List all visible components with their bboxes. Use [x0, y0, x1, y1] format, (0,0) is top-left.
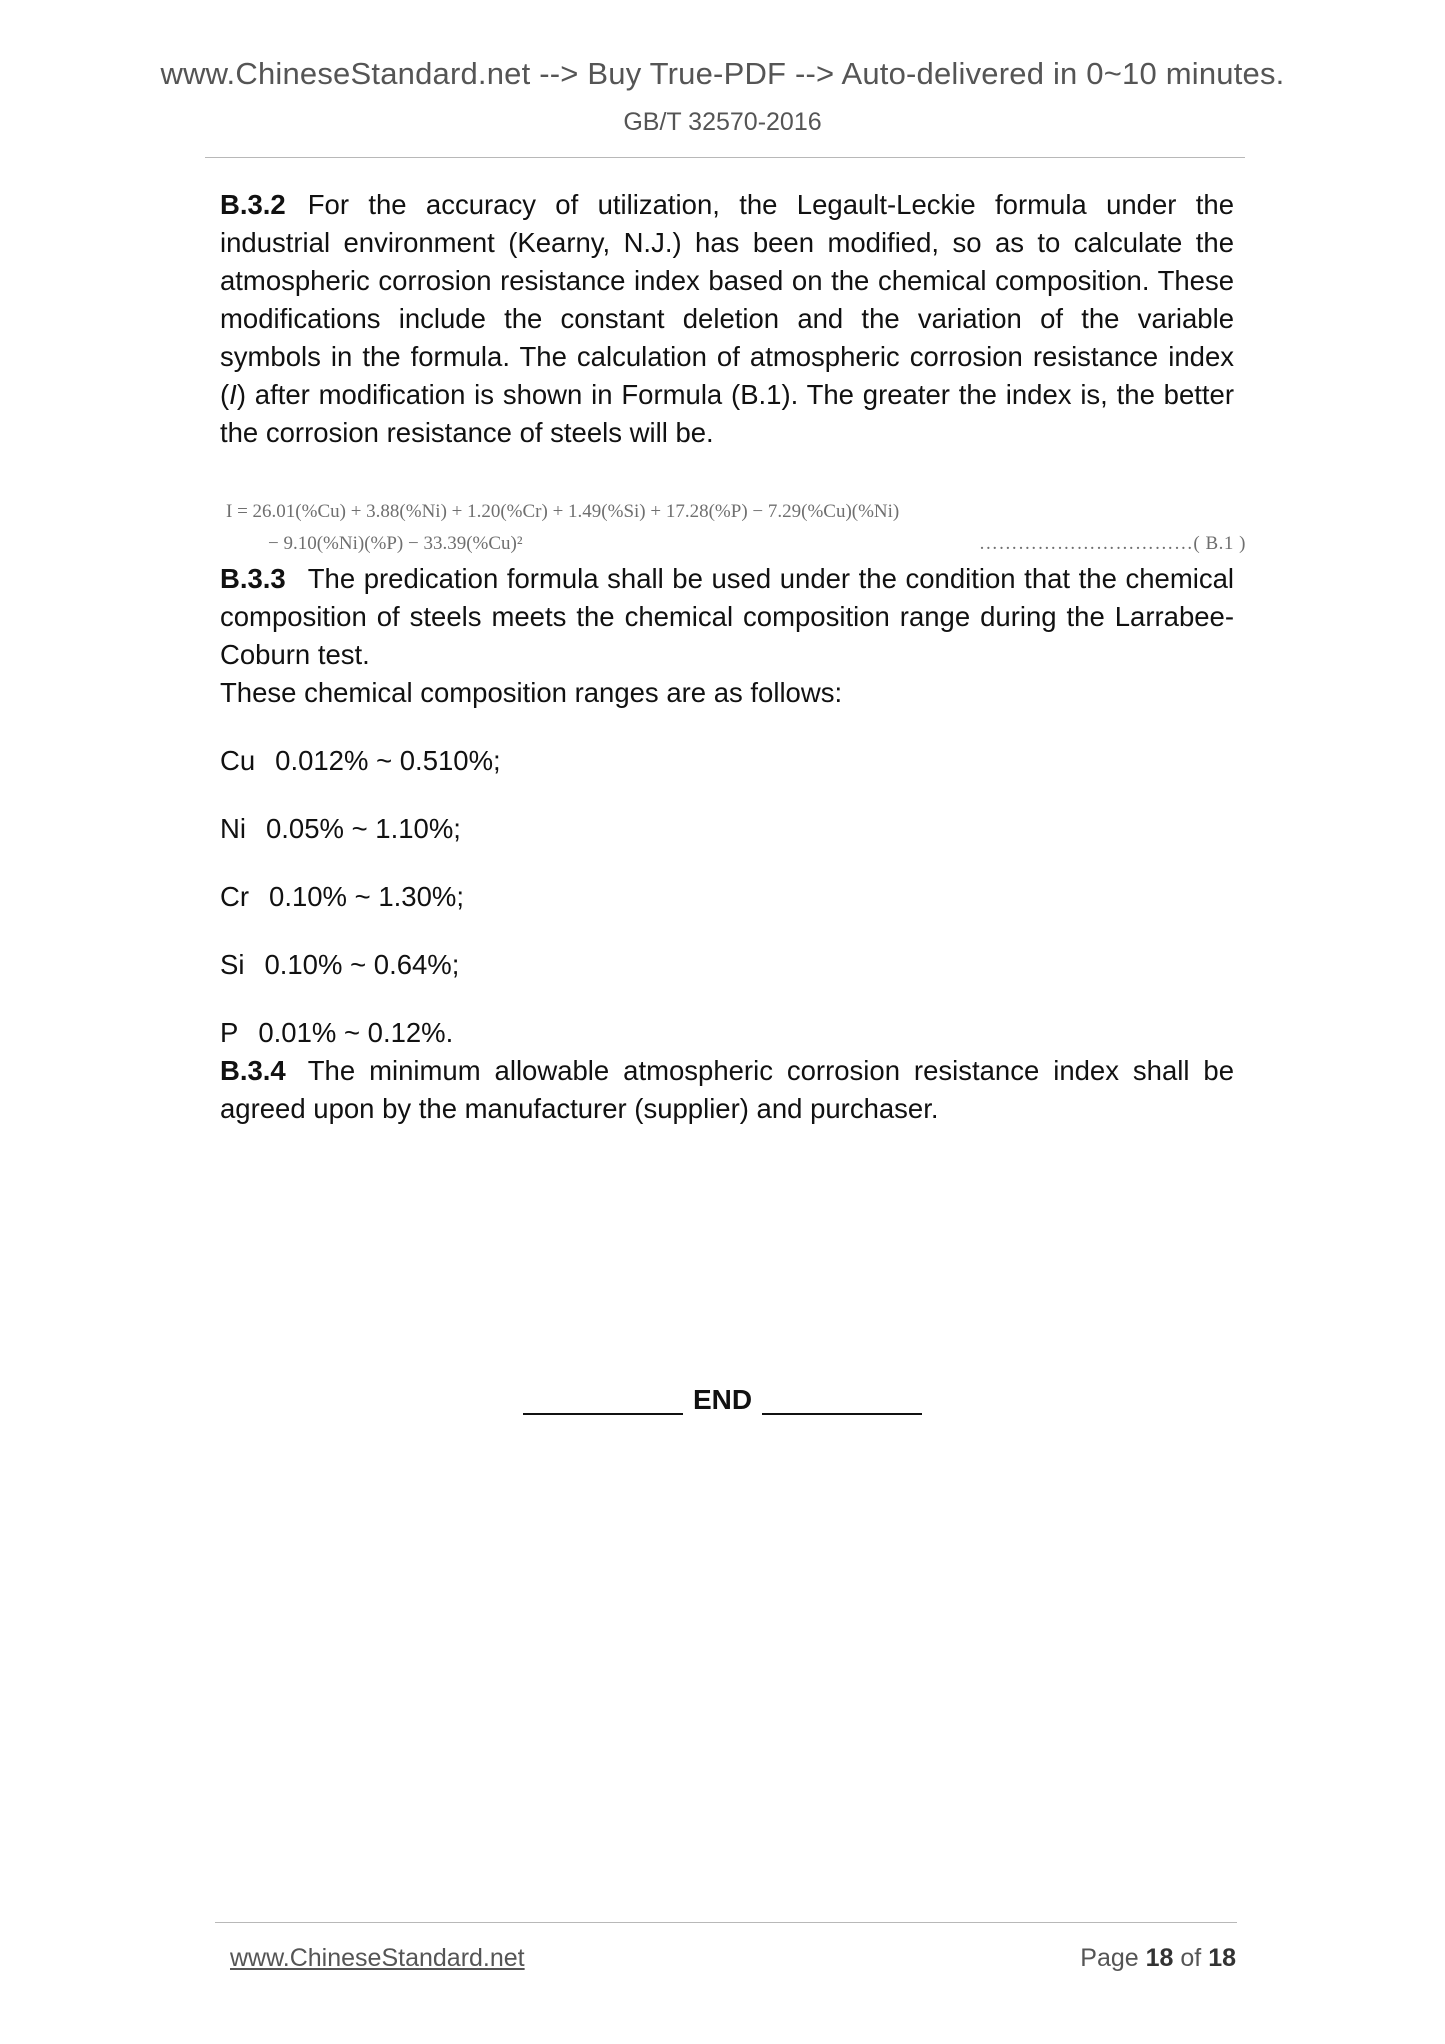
document-body — [220, 186, 1246, 1128]
formula-line-2: − 9.10(%Ni)(%P) − 33.39(%Cu)² — [268, 533, 523, 554]
page-word: Page — [1080, 1944, 1139, 1972]
formula-b1 — [226, 496, 1246, 560]
element-range: 0.012% ~ 0.510%; — [275, 745, 501, 776]
clause-b32 — [220, 186, 1234, 452]
clause-text: The predication formula shall be used under the condition that the chemical composition of steels meets the chemical composition range during the Larrabee-Coburn test. — [220, 563, 1234, 670]
clause-text-continued: ) after modification is shown in Formula (B.1). The greater the index is, the better the corrosion resistance of steels will be. — [220, 379, 1234, 448]
element-range: 0.01% ~ 0.12%. — [258, 1017, 454, 1048]
footer-divider — [215, 1922, 1237, 1923]
list-item — [220, 1014, 1234, 1052]
clause-text: The minimum allowable atmospheric corrosion resistance index shall be agreed upon by the manufacturer (supplier) and purchaser. — [220, 1055, 1234, 1124]
clause-b33 — [220, 560, 1234, 674]
element-symbol: Ni — [220, 813, 246, 844]
index-symbol: I — [229, 379, 237, 410]
list-item — [220, 946, 1234, 984]
element-symbol: Cr — [220, 881, 250, 912]
clause-number: B.3.2 — [220, 189, 286, 220]
formula-line-1: I = 26.01(%Cu) + 3.88(%Ni) + 1.20(%Cr) + 1.49(%Si) + 17.28(%P) − 7.29(%Cu)(%Ni) — [226, 501, 900, 522]
page-indicator — [1080, 1944, 1236, 1973]
element-symbol: P — [220, 1017, 239, 1048]
clause-number: B.3.3 — [220, 563, 286, 594]
page-of: of — [1180, 1944, 1202, 1972]
list-item — [220, 742, 1234, 780]
end-marker — [0, 1384, 1445, 1416]
end-line-right — [762, 1413, 922, 1415]
element-symbol: Cu — [220, 745, 256, 776]
list-item — [220, 878, 1234, 916]
top-banner[interactable]: www.ChineseStandard.net --> Buy True-PDF --> Auto-delivered in 0~10 minutes. — [160, 56, 1285, 91]
element-symbol: Si — [220, 949, 245, 980]
ranges-intro: These chemical composition ranges are as follows: — [220, 677, 843, 708]
element-range: 0.10% ~ 1.30%; — [269, 881, 464, 912]
clause-text: For the accuracy of utilization, the Legault-Leckie formula under the industrial environment (Kearny, N.J.) has been modified, so as to calculate the atmospheric corrosion resistance index based on the chemical composition. These modifications include the constant deletion and the variation of the variable symbols in the formula. The calculation of atmospheric corrosion resistance index ( — [220, 189, 1234, 410]
page-current: 18 — [1145, 1944, 1174, 1972]
composition-ranges-list — [220, 742, 1234, 1052]
clause-number: B.3.4 — [220, 1055, 286, 1086]
end-label: END — [692, 1384, 753, 1415]
footer-website-link[interactable]: www.ChineseStandard.net — [230, 1944, 525, 1972]
page-total: 18 — [1208, 1944, 1236, 1972]
list-item — [220, 810, 1234, 848]
element-range: 0.05% ~ 1.10%; — [265, 813, 461, 844]
clause-b34 — [220, 1052, 1234, 1128]
formula-number: ……………………………( B.1 ) — [978, 533, 1246, 554]
standard-code: GB/T 32570-2016 — [623, 108, 822, 136]
end-line-left — [523, 1413, 683, 1415]
element-range: 0.10% ~ 0.64%; — [264, 949, 460, 980]
header-divider — [205, 157, 1245, 158]
